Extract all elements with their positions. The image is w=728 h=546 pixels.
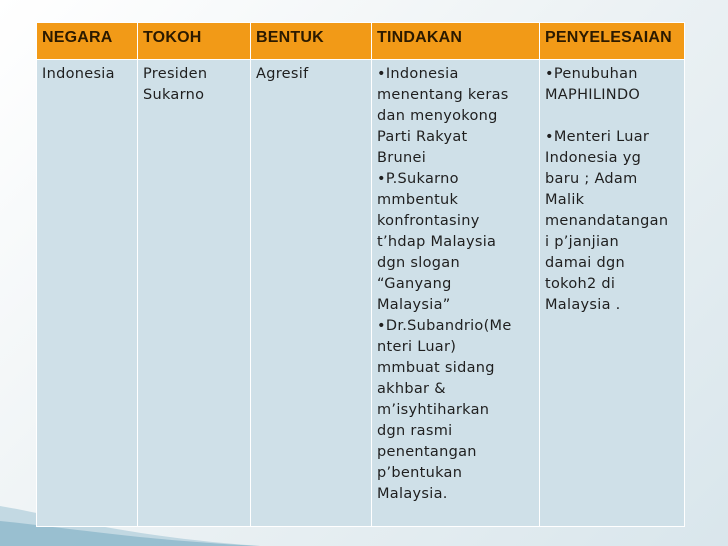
penyelesaian-line: Indonesia yg <box>545 150 642 166</box>
header-negara: NEGARA <box>37 23 138 60</box>
tindakan-line: dgn slogan <box>377 255 460 271</box>
penyelesaian-line: damai dgn <box>545 255 626 271</box>
tindakan-line: t’hdap Malaysia <box>377 234 497 250</box>
tindakan-line: •P.Sukarno <box>377 171 459 187</box>
cell-tokoh <box>138 60 251 527</box>
tindakan-line: mmbuat sidang <box>377 360 495 376</box>
tindakan-line: nteri Luar) <box>377 339 457 355</box>
penyelesaian-line: MAPHILINDO <box>545 87 641 103</box>
cell-bentuk: Agresif <box>251 60 372 527</box>
tindakan-line: mmbentuk <box>377 192 459 208</box>
tindakan-line: penentangan <box>377 444 477 460</box>
spacer <box>545 106 679 127</box>
table-header-row <box>37 23 685 60</box>
header-tokoh: TOKOH <box>138 23 251 60</box>
penyelesaian-line: i p’janjian <box>545 234 619 250</box>
tindakan-line: akhbar & <box>377 381 446 397</box>
tindakan-line: “Ganyang <box>377 276 452 292</box>
tokoh-line: Presiden <box>143 66 208 82</box>
header-tindakan: TINDAKAN <box>372 23 540 60</box>
tindakan-line: •Dr.Subandrio(Me <box>377 318 512 334</box>
penyelesaian-line: baru ; Adam <box>545 171 638 187</box>
tindakan-line: Parti Rakyat <box>377 129 468 145</box>
tindakan-line: menentang keras <box>377 87 509 103</box>
table-row <box>37 60 685 527</box>
penyelesaian-line: Malaysia . <box>545 297 621 313</box>
tindakan-line: Brunei <box>377 150 427 166</box>
tindakan-line: Malaysia” <box>377 297 451 313</box>
tindakan-line: dgn rasmi <box>377 423 453 439</box>
tindakan-line: konfrontasiny <box>377 213 480 229</box>
tindakan-line: p’bentukan <box>377 465 463 481</box>
penyelesaian-line: •Menteri Luar <box>545 129 650 145</box>
tindakan-line: dan menyokong <box>377 108 498 124</box>
penyelesaian-line: menandatangan <box>545 213 669 229</box>
header-penyelesaian: PENYELESAIAN <box>540 23 685 60</box>
cell-tindakan <box>372 60 540 527</box>
penyelesaian-line: •Penubuhan <box>545 66 638 82</box>
tindakan-line: •Indonesia <box>377 66 459 82</box>
tindakan-line: Malaysia. <box>377 486 448 502</box>
cell-negara: Indonesia <box>37 60 138 527</box>
header-bentuk: BENTUK <box>251 23 372 60</box>
tokoh-line: Sukarno <box>143 87 205 103</box>
penyelesaian-line: Malik <box>545 192 585 208</box>
conflict-table <box>36 22 685 527</box>
cell-penyelesaian <box>540 60 685 527</box>
tindakan-line: m’isyhtiharkan <box>377 402 490 418</box>
penyelesaian-line: tokoh2 di <box>545 276 616 292</box>
